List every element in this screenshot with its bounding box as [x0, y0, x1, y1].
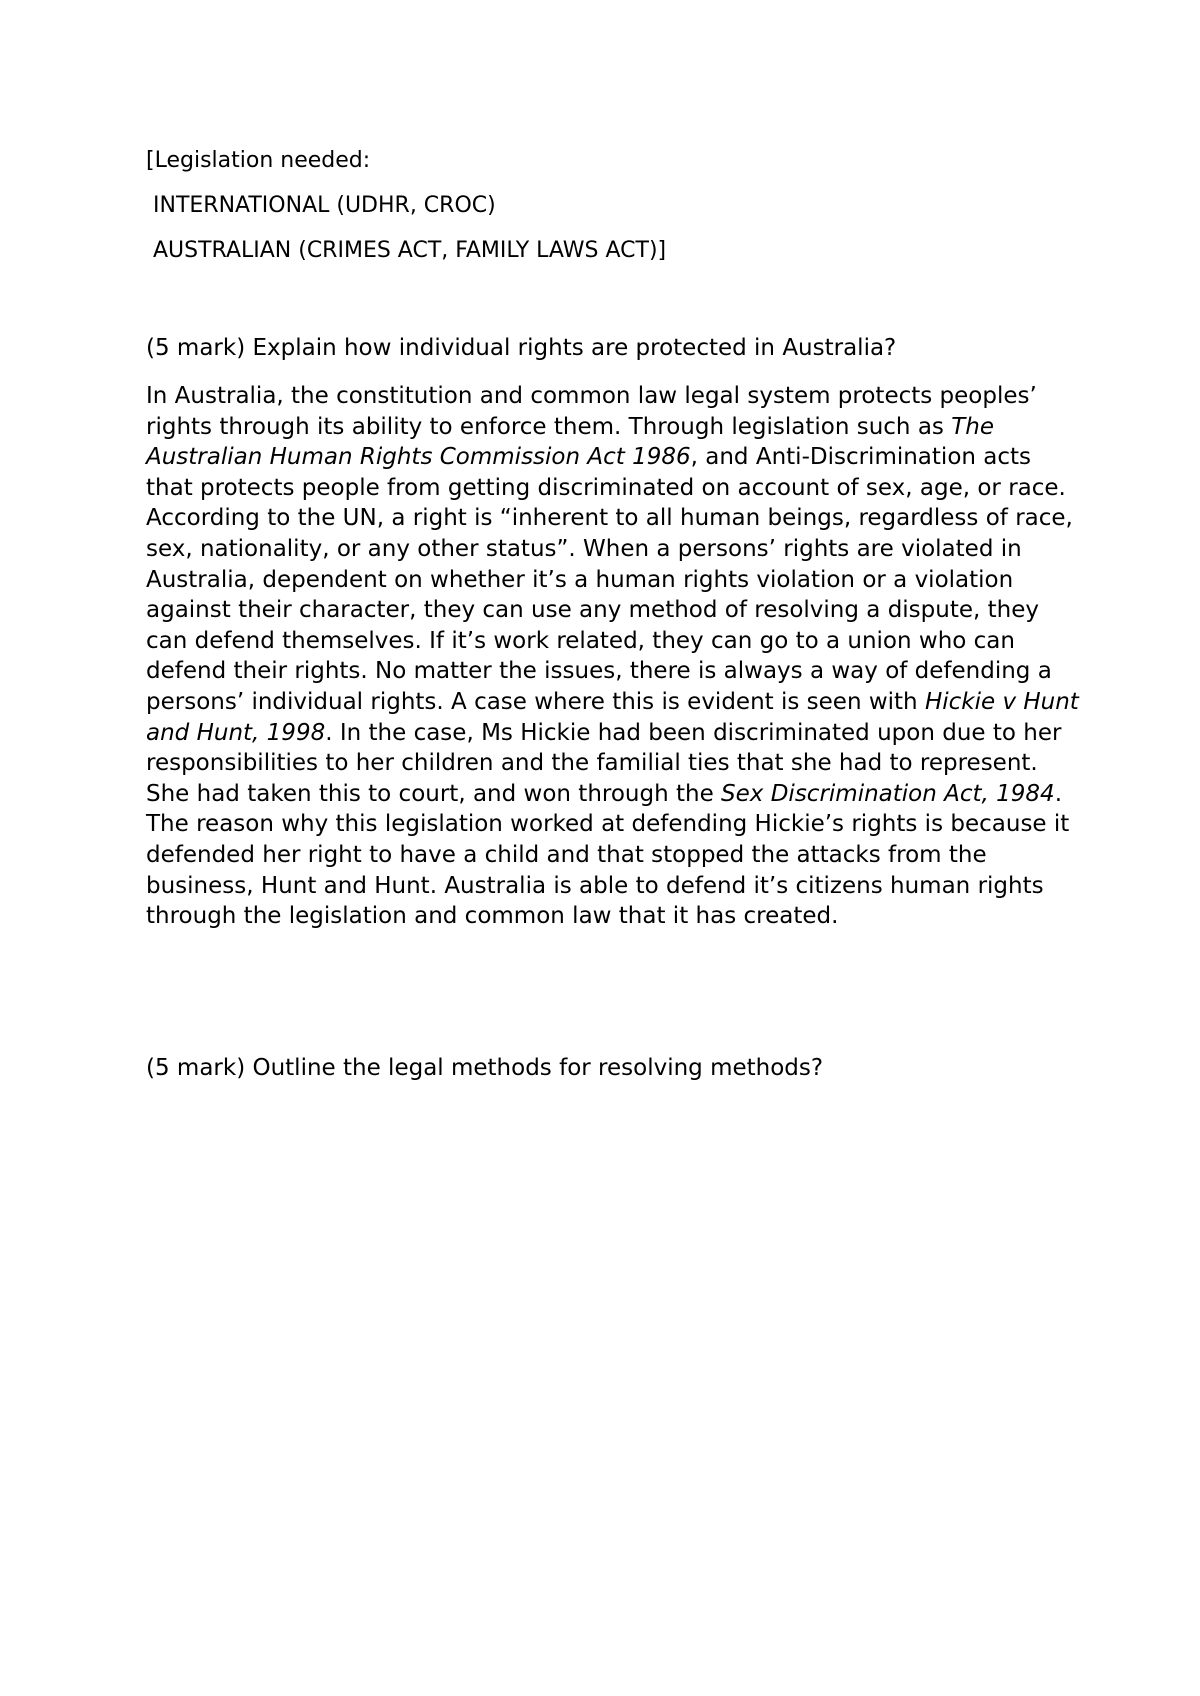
legislation-international: INTERNATIONAL (UDHR, CROC)	[146, 193, 496, 218]
legislation-heading: [Legislation needed:	[146, 148, 371, 173]
answer-italic-sex-discrimination-act: Sex Discrimination Act, 1984	[721, 780, 1055, 807]
answer-italic-case-name: Hickie v Hunt and Hunt, 1998	[146, 688, 1079, 746]
answer-text-1: In Australia, the constitution and common law legal system protects peoples’ rights through its ability to enforce them. Through legislation such as	[146, 383, 1037, 440]
question-1-prompt: (5 mark) Explain how individual rights are protected in Australia?	[146, 335, 897, 361]
question-2-prompt: (5 mark) Outline the legal methods for resolving methods?	[146, 1055, 824, 1081]
answer-text-2: , and Anti-Discrimination acts that protects people from getting discriminated on account of sex, age, or race. According to the UN, a right is “inherent to all human beings, regardless of race, sex, nationality, or any other status”. When a persons’ rights are violated in Australia, dependent on whether it’s a human rights violation or a violation against their character, they can use any method of resolving a dispute, they can defend themselves. If it’s work related, they can go to a union who can defend their rights. No matter the issues, there is always a way of defending a persons’ individual rights. A case where this is evident is seen with	[146, 444, 1073, 715]
question-1-answer	[146, 381, 1081, 932]
answer-text-3: . In the case, Ms Hickie had been discriminated upon due to her responsibilities to her children and the familial ties that she had to represent. She had taken this to court, and won through the	[146, 719, 1062, 807]
answer-italic-act-title: The Australian Human Rights Commission Act 1986	[146, 413, 994, 471]
answer-text-4: . The reason why this legislation worked at defending Hickie’s rights is because it defended her right to have a child and that stopped the attacks from the business, Hunt and Hunt. Australia is able to defend it’s citizens human rights through the legislation and common law that it has created.	[146, 780, 1070, 930]
legislation-needed-block	[146, 148, 1106, 283]
legislation-australian: AUSTRALIAN (CRIMES ACT, FAMILY LAWS ACT)]	[146, 238, 667, 263]
